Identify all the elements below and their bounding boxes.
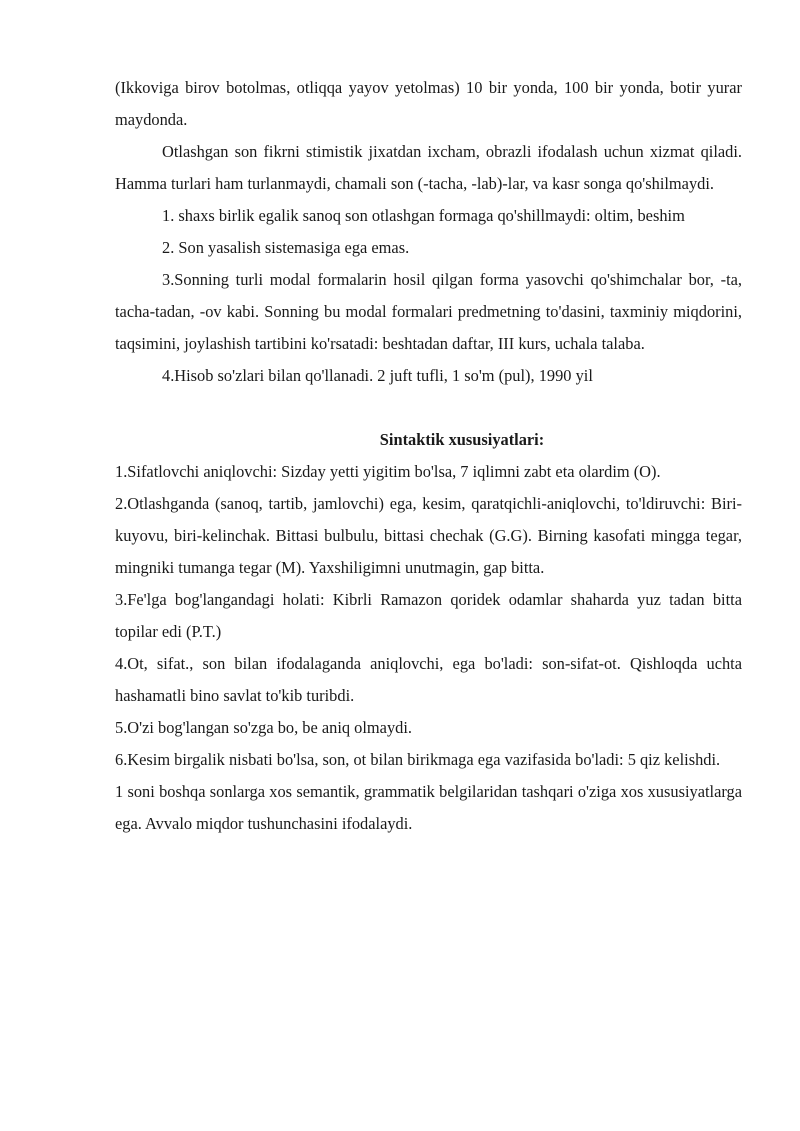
paragraph-otlashgan-son: Otlashgan son fikrni stimistik jixatdan ixcham, obrazli ifodalash uchun xizmat qiladi. Hamma turlari ham turlanmaydi, chamali son (-tacha, -lab)-lar, va kasr songa qo'shilmaydi. [115,142,742,193]
syntax-item-3: 3.Fe'lga bog'langandagi holati: Kibrli Ramazon qoridek odamlar shaharda yuz tadan bitta topilar edi (P.T.) [115,590,742,641]
closing-paragraph: 1 soni boshqa sonlarga xos semantik, grammatik belgilaridan tashqari o'ziga xos xususiyatlarga ega. Avvalo miqdor tushunchasini ifodalaydi. [115,782,742,833]
syntax-item-6: 6.Kesim birgalik nisbati bo'lsa, son, ot bilan birikmaga ega vazifasida bo'ladi: 5 qiz kelishdi. [115,750,721,769]
syntax-item-2: 2.Otlashganda (sanoq, tartib, jamlovchi) ega, kesim, qaratqichli-aniqlovchi, to'ldiruvchi: Biri-kuyovu, biri-kelinchak. Bittasi bulbulu, bittasi chechak (G.G). Birning kasofati mingga tegar, mingniki tumanga tegar (M). Yaxshiligimni unutmagin, gap bitta. [115,494,742,577]
list-item-4: 4.Hisob so'zlari bilan qo'llanadi. 2 juft tufli, 1 so'm (pul), 1990 yil [162,366,593,385]
syntax-item-1: 1.Sifatlovchi aniqlovchi: Sizday yetti yigitim bo'lsa, 7 iqlimni zabt eta olardim (O). [115,462,661,481]
section-heading: Sintaktik xususiyatlari: [379,430,545,449]
syntax-item-4: 4.Ot, sifat., son bilan ifodalaganda aniqlovchi, ega bo'ladi: son-sifat-ot. Qishloqda uchta hashamatli bino savlat to'kib turibdi. [115,654,742,705]
list-item-3: 3.Sonning turli modal formalarin hosil qilgan forma yasovchi qo'shimchalar bor, -ta, tacha-tadan, -ov kabi. Sonning bu modal formalari predmetning to'dasini, taxminiy miqdorini, taqsimini, joylashish tartibini ko'rsatadi: beshtadan daftar, III kurs, uchala talaba. [115,270,742,353]
syntax-item-5: 5.O'zi bog'langan so'zga bo, be aniq olmaydi. [115,718,412,737]
list-item-2: 2. Son yasalish sistemasiga ega emas. [162,238,410,257]
list-item-1: 1. shaxs birlik egalik sanoq son otlashgan formaga qo'shillmaydi: oltim, beshim [162,206,685,225]
paragraph-proverb: (Ikkoviga birov botolmas, otliqqa yayov yetolmas) 10 bir yonda, 100 bir yonda, botir yurar maydonda. [115,78,742,129]
blank-line [115,392,742,424]
document-body [115,72,742,840]
